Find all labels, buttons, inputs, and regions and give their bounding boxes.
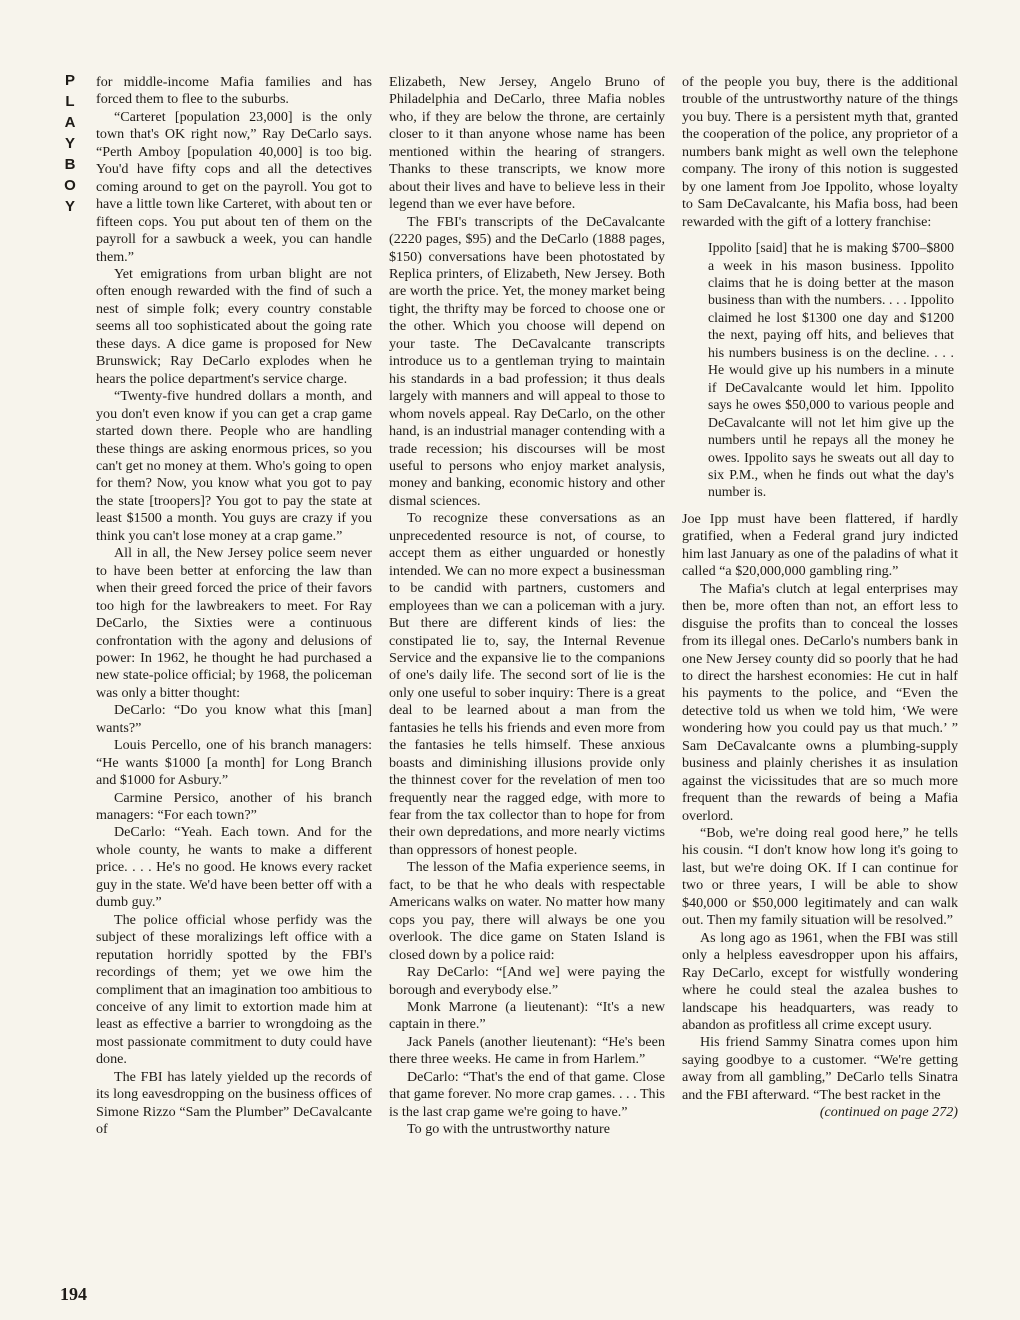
- paragraph: Monk Marrone (a lieutenant): “It's a new captain in there.”: [389, 999, 665, 1033]
- continued-note: (continued on page 272): [819, 1104, 958, 1121]
- paragraph: To recognize these conversations as an unprecedented resource is not, of course, to accept them as either unguarded or honestly intended. We can no more expect a businessman to be candid with partners, customers and employees than we can a policeman with a jury. But there are different kinds of lies: the constipated lie to, say, the Internal Revenue Service and the expansive lie to the companions of one's daily life. The second sort of lie is the only one useful to sober inquiry: There is a great deal to be learned about a man from the fantasies he tells his friends and even more from the fantasies he tells himself. These anxious boasts and diminishing illusions provide only the thinnest cover for the revelation of men too frequently near the ragged edge, with more to fear from the tax collector than to hope for from their own depredations, and more nearly victims than oppressors of honest people.: [389, 510, 665, 858]
- paragraph: As long ago as 1961, when the FBI was still only a helpless eavesdropper upon his affairs, Ray DeCarlo, except for wistfully wondering where he could steal the azalea bushes to landscape his headquarters, was ready to abandon as profitless all crime except usury.: [682, 929, 958, 1034]
- paragraph: Jack Panels (another lieutenant): “He's been there three weeks. He came in from Harlem.”: [389, 1033, 665, 1068]
- paragraph: The lesson of the Mafia experience seems, in fact, to be that he who deals with respectable Americans walks on water. No matter how many cops you pay, there will always be one you overlook. The dice game on Staten Island is closed down by a police raid:: [389, 859, 665, 963]
- paragraph: DeCarlo: “Yeah. Each town. And for the whole county, he wants to make a different price. . . . He's no good. He knows every racket guy in the state. We'd have been better off with a dumb guy.”: [96, 824, 372, 911]
- paragraph: The police official whose perfidy was the subject of these moralizings left office with a reputation horridly spotted by the FBI's recordings of them; yet we owe him the compliment that an imagination too ambitious to conceive of any limit to extortion made him at least as effective a barrier to wrongdoing as the most passionate commitment to duty could have done.: [96, 911, 372, 1068]
- paragraph: Louis Percello, one of his branch managers: “He wants $1000 [a month] for Long Branch and $1000 for Asbury.”: [96, 737, 372, 789]
- paragraph: for middle-income Mafia families and has forced them to flee to the suburbs.: [96, 74, 372, 108]
- paragraph: of the people you buy, there is the additional trouble of the untrustworthy nature of the things you buy. There is a persistent myth that, granted the cooperation of the police, any proprietor of a numbers bank might as well own the telephone company. The irony of this notion is suggested by one lament from Joe Ippolito, whose loyalty to Sam DeCavalcante, his Mafia boss, had been rewarded with the gift of a lottery franchise:: [682, 74, 958, 230]
- paragraph: The Mafia's clutch at legal enterprises may then be, more often than not, an effort less to disguise the profits than to conceal the losses from its illegal ones. DeCarlo's numbers bank in one New Jersey county did so poorly that he had to direct the harshest economies: He cut in half his payments to the police, and “Even the detective told us when we told him, ‘We were wondering how you could pay us that much.’ ” Sam DeCavalcante owns a plumbing-supply business and plainly cherishes it as insulation against the vicissitudes that are so much more frequent than the rewards of being a Mafia overlord.: [682, 580, 958, 824]
- brand-letter: P: [64, 72, 75, 89]
- text-column-3: [682, 74, 958, 1122]
- paragraph: The FBI's transcripts of the DeCavalcante (2220 pages, $95) and the DeCarlo (1888 pages, $150) conversations have been photostated by Replica printers, of Elizabeth, New Jersey. Both are worth the price. Yet, the money market being tight, the thrifty may be forced to choose one or the other. Which you choose will depend on your taste. The DeCavalcante transcripts introduce us to a gentleman trying to maintain his standards in a bad profession; it thus deals largely with manners and will appeal to those to whom novels appeal. Ray DeCarlo, on the other hand, is an industrial manager contending with a trade recession; his discourses will be most useful to persons who enjoy market analysis, money and banking, economic history and other dismal sciences.: [389, 213, 665, 509]
- paragraph: The FBI has lately yielded up the records of its long eavesdropping on the business offices of Simone Rizzo “Sam the Plumber” DeCavalcante of: [96, 1068, 372, 1138]
- brand-letter: O: [64, 177, 76, 194]
- paragraph: “Carteret [population 23,000] is the only town that's OK right now,” Ray DeCarlo says. “Perth Amboy [population 40,000] is too big. You'd have fifty cops and all the detectives coming around to get on the payroll. You got to have a little town like Carteret, with about ten or fifteen cops. You put about ten of them on the payroll for a sawbuck a week, you can handle them.”: [96, 108, 372, 265]
- brand-letter: L: [65, 93, 75, 110]
- paragraph: Ray DeCarlo: “[And we] were paying the borough and everybody else.”: [389, 964, 665, 998]
- paragraph: Yet emigrations from urban blight are not often enough rewarded with the find of such a nest of simple folk; every country constable seems all too sophisticated about the going rate these days. A dice game is proposed for New Brunswick; Ray DeCarlo explodes when he hears the police department's service charge.: [96, 265, 372, 387]
- page-number: 194: [60, 1284, 87, 1304]
- paragraph: Joe Ipp must have been flattered, if hardly gratified, when a Federal grand jury indicted him last January as one of the paladins of what it called “a $20,000,000 gambling ring.”: [682, 510, 958, 580]
- paragraph: His friend Sammy Sinatra comes upon him saying goodbye to a customer. “We're getting away from all gambling,” DeCarlo tells Sinatra and the FBI afterward. “The best racket in the: [682, 1034, 958, 1103]
- paragraph: DeCarlo: “That's the end of that game. Close that game forever. No more crap games. . . . This is the last crap game we're going to have.”: [389, 1068, 665, 1120]
- text-column-1: [96, 74, 372, 1139]
- paragraph: Elizabeth, New Jersey, Angelo Bruno of Philadelphia and DeCarlo, three Mafia nobles who, if they are below the throne, are certainly closer to it than anyone whose name has been mentioned within the hearing of strangers. Thanks to these transcripts, we know more about their lives and have to believe less in their legend than we ever have before.: [389, 74, 665, 213]
- paragraph: All in all, the New Jersey police seem never to have been better at enforcing the law than when their greed forced the price of their favors too high for the lawbreakers to meet. For Ray DeCarlo, the Sixties were a continuous confrontation with the agony and delusions of power: In 1962, he thought he had purchased a new state-police official; by 1968, the policeman was only a bitter thought:: [96, 545, 372, 701]
- paragraph: To go with the untrustworthy nature: [407, 1121, 610, 1138]
- brand-letter: Y: [64, 198, 75, 215]
- paragraph: DeCarlo: “Do you know what this [man] wants?”: [96, 702, 372, 736]
- brand-letter: B: [64, 156, 76, 173]
- magazine-name-vertical: [60, 70, 80, 217]
- block-quote: Ippolito [said] that he is making $700–$800 a week in his mason business. Ippolito claims that he is doing better at the mason business than with the numbers. . . . Ippolito claimed he lost $1300 one day and $1200 the next, paying off hits, and believes that his numbers business is on the decline. . . . He would give up his numbers in a minute if DeCavalcante would let him. Ippolito says he owes $50,000 to various people and DeCavalcante will not let him give up the numbers until he repays all the money he owes. Ippolito says he sweats out all day to six P.M., when he finds out what the day's number is.: [708, 240, 954, 500]
- brand-letter: A: [64, 114, 76, 131]
- brand-letter: Y: [64, 135, 75, 152]
- paragraph: “Bob, we're doing real good here,” he tells his cousin. “I don't know how long it's going to last, but we're doing OK. If I can continue for two or three years, I will be able to show $40,000 or $50,000 legitimately and can walk out. Then my family situation will be resolved.”: [682, 825, 958, 929]
- text-column-2: [389, 74, 665, 1139]
- paragraph: “Twenty-five hundred dollars a month, and you don't even know if you can get a crap game started down there. People who are handling these things are asking enormous prices, so you can't get no money at them. Who's going to open for them? Now, you know what you got to pay the state [troopers]? You got to pay the state at least $1500 a month. You guys are crazy if you think you can't lose money at a crap game.”: [96, 388, 372, 544]
- paragraph: Carmine Persico, another of his branch managers: “For each town?”: [96, 789, 372, 824]
